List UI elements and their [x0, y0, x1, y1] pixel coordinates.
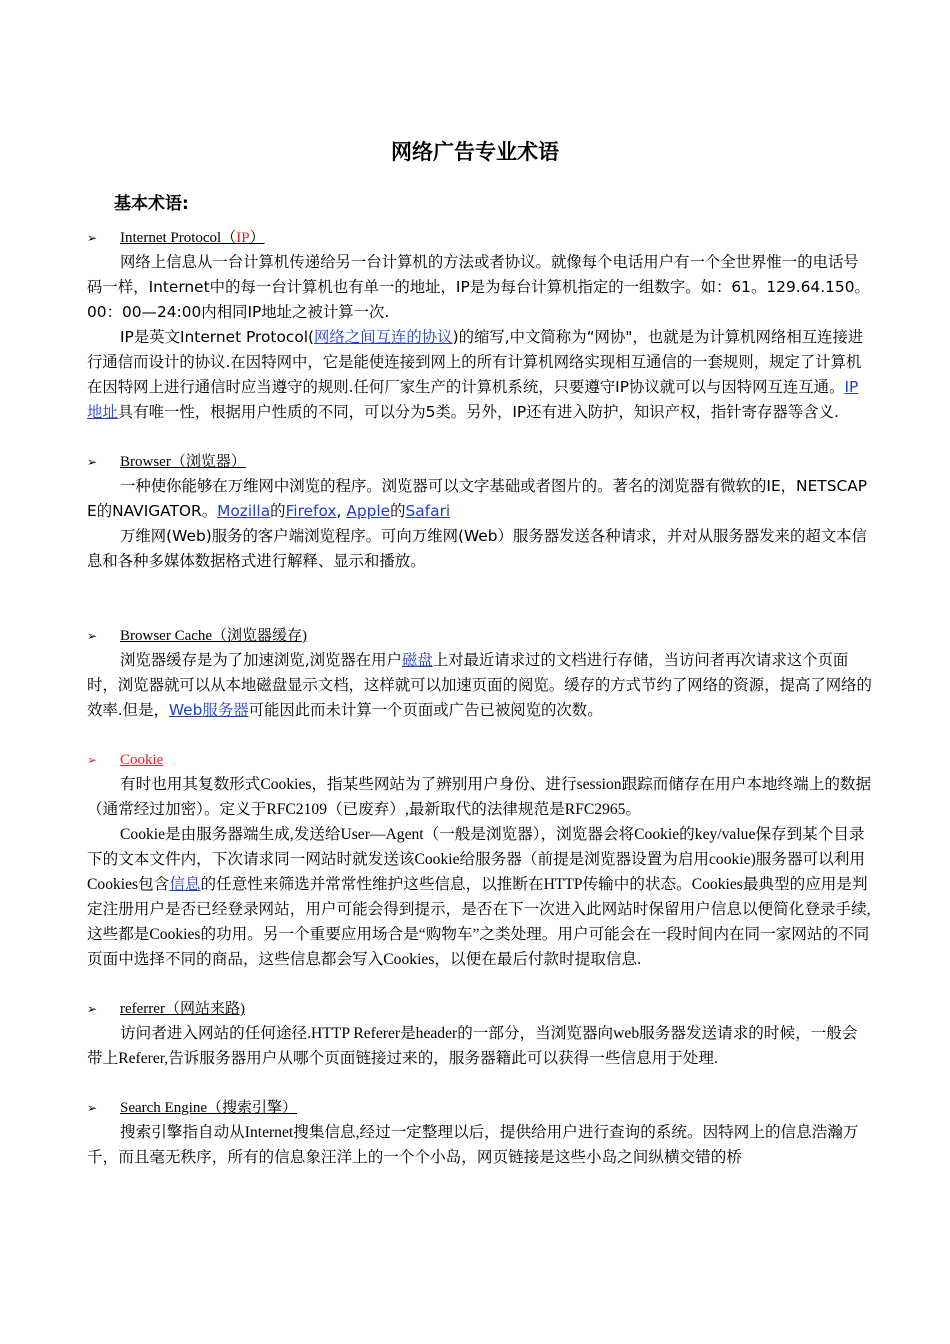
section-heading: 基本术语:	[114, 194, 189, 214]
paragraph: 访问者进入网站的任何途径.HTTP Referer是header的一部分，当浏览器向web服务器发送请求的时候，一般会带上Referer,告诉服务器用户从哪个页面链接过来的，服务器籍此可以获得一些信息用于处理.	[87, 1025, 858, 1067]
arrow-bullet-icon: ➢	[87, 753, 98, 767]
term-heading-cookie	[87, 748, 873, 772]
paragraph: 一种使你能够在万维网中浏览的程序。浏览器可以文字基础或者图片的。著名的浏览器有微软的IE，NETSCAPE的NAVIGATOR。Mozilla的Firefox, Apple的Safari	[87, 477, 868, 520]
term-heading-ip	[87, 226, 873, 250]
term-label: Internet Protocol（IP）	[120, 230, 265, 246]
link[interactable]: Firefox	[285, 502, 337, 520]
term-heading-search-engine	[87, 1096, 873, 1120]
link[interactable]: IP地址	[87, 378, 859, 421]
arrow-bullet-icon: ➢	[87, 455, 98, 469]
paragraph: 有时也用其复数形式Cookies，指某些网站为了辨别用户身份、进行session跟踪而储存在用户本地终端上的数据（通常经过加密）。定义于RFC2109（已废弃）,最新取代的法律规范是RFC2965。	[87, 776, 872, 818]
term-heading-browser-cache	[87, 624, 873, 648]
arrow-bullet-icon: ➢	[87, 1101, 98, 1115]
link[interactable]: Web服务器	[168, 701, 249, 719]
document-body	[87, 226, 873, 1170]
paragraph: 网络上信息从一台计算机传递给另一台计算机的方法或者协议。就像每个电话用户有一个全世界惟一的电话号码一样，Internet中的每一台计算机也有单一的地址，IP是为每台计算机指定的一组数字。如：61。129.64.150。00：00—24:00内相同IP地址之被计算一次.	[87, 253, 870, 321]
link[interactable]: Safari	[405, 502, 451, 520]
term-heading-browser	[87, 450, 873, 474]
paragraph: Cookie是由服务器端生成,发送给User—Agent（一般是浏览器），浏览器会将Cookie的key/value保存到某个目录下的文本文件内，下次请求同一网站时就发送该Cookie给服务器（前提是浏览器设置为启用cookie)服务器可以利用Cookies包含信息的任意性来筛选并常常性维护这些信息，以推断在HTTP传输中的状态。Cookies最典型的应用是判定注册用户是否已经登录网站，用户可能会得到提示，是否在下一次进入此网站时保留用户信息以便简化登录手续,这些都是Cookies的功用。另一个重要应用场合是“购物车”之类处理。用户可能会在一段时间内在同一家网站的不同页面中选择不同的商品，这些信息都会写入Cookies，以便在最后付款时提取信息.	[87, 826, 871, 968]
term-heading-referrer	[87, 997, 873, 1021]
link[interactable]: 网络之间互连的协议	[314, 328, 453, 346]
arrow-bullet-icon: ➢	[87, 231, 98, 245]
term-label: Cookie	[120, 752, 164, 768]
term-label: referrer（网站来路)	[120, 1001, 245, 1017]
link[interactable]: 磁盘	[401, 651, 433, 669]
arrow-bullet-icon: ➢	[87, 1002, 98, 1016]
link[interactable]: Apple	[346, 502, 391, 520]
paragraph: 浏览器缓存是为了加速浏览,浏览器在用户磁盘上对最近请求过的文档进行存储，当访问者再次请求这个页面时，浏览器就可以从本地磁盘显示文档，这样就可以加速页面的阅览。缓存的方式节约了网络的资源，提高了网络的效率.但是，Web服务器可能因此而未计算一个页面或广告已被阅览的次数。	[87, 651, 872, 719]
term-label: Search Engine（搜索引擎）	[120, 1100, 298, 1116]
paragraph: 万维网(Web)服务的客户端浏览程序。可向万维网(Web）服务器发送各种请求，并对从服务器发来的超文本信息和各种多媒体数据格式进行解释、显示和播放。	[87, 527, 867, 570]
paragraph: 搜索引擎指自动从Internet搜集信息,经过一定整理以后，提供给用户进行查询的系统。因特网上的信息浩瀚万千，而且毫无秩序，所有的信息象汪洋上的一个个小岛，网页链接是这些小岛之间纵横交错的桥	[87, 1124, 859, 1166]
link[interactable]: Mozilla	[217, 502, 271, 520]
link[interactable]: 信息	[169, 876, 201, 893]
page-title: 网络广告专业术语	[391, 140, 559, 164]
paragraph: IP是英文Internet Protocol(网络之间互连的协议)的缩写,中文简称为“网协"，也就是为计算机网络相互连接进行通信而设计的协议.在因特网中，它是能使连接到网上的所有计算机网络实现相互通信的一套规则，规定了计算机在因特网上进行通信时应当遵守的规则.任何厂家生产的计算机系统，只要遵守IP协议就可以与因特网互连互通。IP地址具有唯一性，根据用户性质的不同，可以分为5类。另外，IP还有进入防护，知识产权，指针寄存器等含义.	[87, 328, 864, 421]
term-label: Browser（浏览器）	[120, 454, 246, 470]
term-label: Browser Cache（浏览器缓存)	[120, 628, 308, 644]
arrow-bullet-icon: ➢	[87, 629, 98, 643]
